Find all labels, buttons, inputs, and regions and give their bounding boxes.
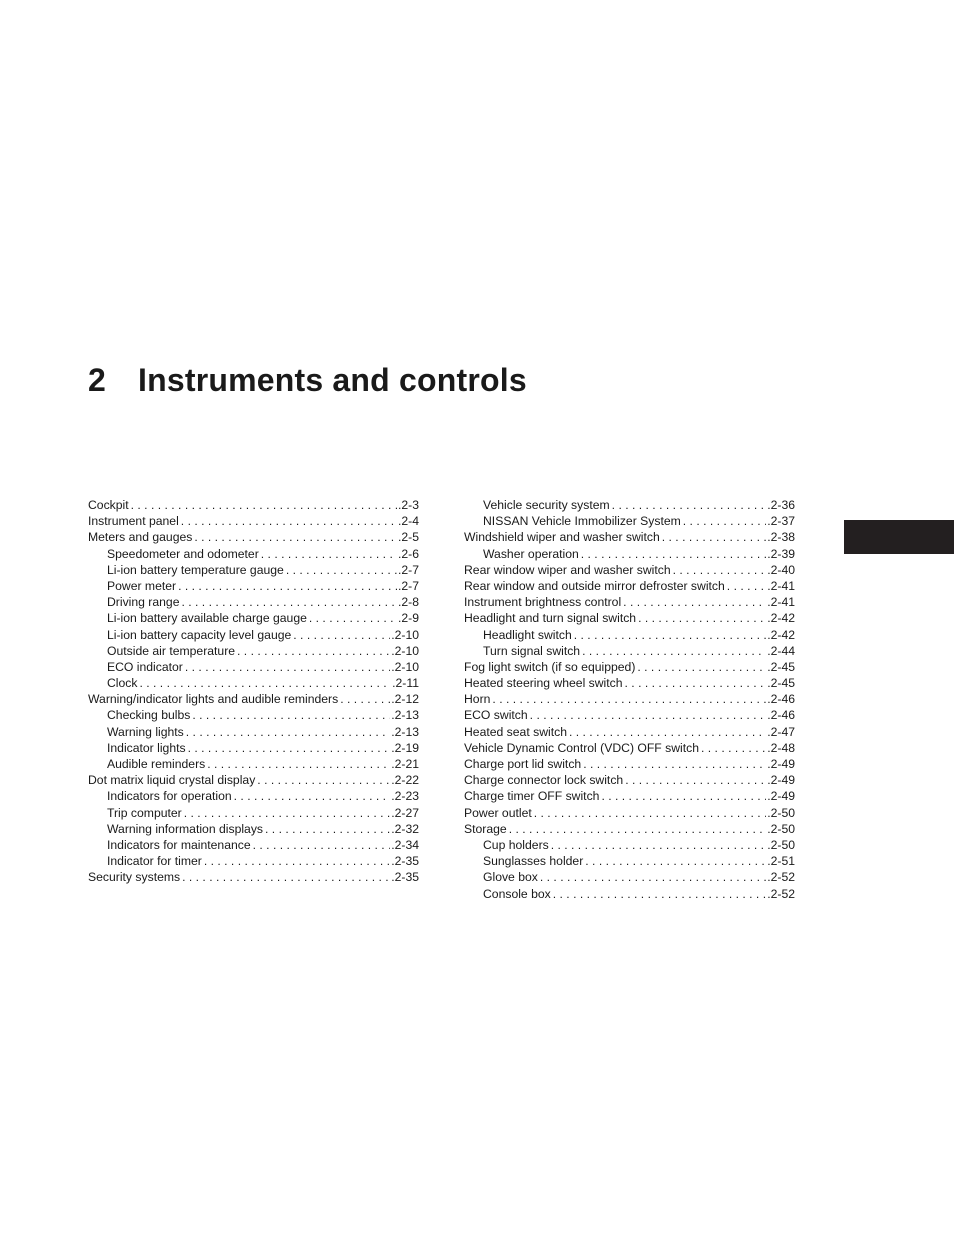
toc-entry-label: Headlight and turn signal switch — [464, 611, 637, 626]
toc-dot-leader — [137, 675, 391, 691]
toc-entry-label: ECO switch — [464, 708, 528, 723]
toc-dot-leader — [338, 691, 390, 707]
toc-entry-page: .2-50 — [767, 805, 795, 820]
toc-entry-label: Indicators for maintenance — [107, 837, 251, 852]
toc-entry-label: Charge timer OFF switch — [464, 789, 600, 804]
toc-dot-leader — [580, 643, 766, 659]
toc-entry-label: Vehicle Dynamic Control (VDC) OFF switch — [464, 740, 700, 755]
toc-entry-page: .2-19 — [391, 740, 419, 755]
toc-dot-leader — [129, 497, 397, 513]
toc-dot-leader — [176, 578, 397, 594]
toc-entry-label: Dot matrix liquid crystal display — [88, 773, 256, 788]
toc-entry-label: Heated seat switch — [464, 724, 567, 739]
toc-entry — [464, 691, 795, 707]
toc-entry — [88, 529, 419, 545]
toc-entry-label: Outside air temperature — [107, 643, 236, 658]
chapter-tab-marker — [844, 520, 954, 554]
toc-entry — [464, 837, 795, 853]
toc-entry-page: .2-36 — [767, 498, 795, 512]
toc-entry-page: .2-13 — [391, 708, 419, 723]
toc-entry-page: .2-50 — [767, 837, 795, 852]
toc-entry — [88, 805, 419, 821]
toc-dot-leader — [551, 886, 766, 902]
toc-entry-label: Driving range — [107, 595, 180, 610]
toc-dot-leader — [623, 772, 766, 788]
toc-entry-page: .2-7 — [397, 562, 419, 577]
toc-entry — [464, 853, 795, 869]
toc-entry-page: .2-38 — [767, 530, 795, 545]
toc-entry — [464, 643, 795, 659]
toc-entry-page: .2-49 — [767, 757, 795, 771]
toc-entry-page: .2-21 — [391, 757, 419, 771]
toc-entry-page: .2-9 — [397, 611, 419, 626]
toc-dot-leader — [186, 740, 391, 756]
toc-entry-page: .2-41 — [767, 578, 795, 593]
chapter-title — [88, 362, 527, 399]
toc-entry-label: Cockpit — [88, 498, 129, 512]
toc-entry — [464, 869, 795, 885]
toc-entry-page: .2-42 — [767, 611, 795, 626]
toc-entry-page: .2-46 — [767, 708, 795, 723]
toc-dot-leader — [291, 627, 390, 643]
toc-entry-label: Headlight switch — [483, 627, 572, 642]
toc-entry-label: NISSAN Vehicle Immobilizer System — [483, 514, 681, 529]
toc-entry — [88, 594, 419, 610]
toc-entry-page: .2-47 — [767, 724, 795, 739]
toc-dot-leader — [490, 691, 766, 707]
toc-right-column — [464, 497, 795, 902]
toc-entry-label: Turn signal switch — [483, 643, 581, 658]
toc-entry-page: .2-8 — [397, 595, 419, 610]
toc-entry — [464, 594, 795, 610]
toc-entry-label: Instrument brightness control — [464, 595, 622, 610]
toc-entry-label: Horn — [464, 692, 491, 707]
toc-entry — [88, 837, 419, 853]
toc-entry-label: Trip computer — [107, 805, 182, 820]
toc-entry — [88, 740, 419, 756]
toc-dot-leader — [538, 869, 766, 885]
toc-entry — [464, 886, 795, 902]
toc-entry-page: .2-10 — [391, 627, 419, 642]
toc-dot-leader — [179, 594, 397, 610]
toc-dot-leader — [183, 659, 390, 675]
toc-dot-leader — [284, 562, 397, 578]
toc-entry-label: ECO indicator — [107, 659, 183, 674]
toc-entry-page: .2-34 — [391, 837, 419, 852]
toc-entry — [88, 546, 419, 562]
toc-entry-page: .2-6 — [397, 546, 419, 561]
toc-entry-label: Indicator lights — [107, 740, 186, 755]
toc-entry-page: .2-7 — [397, 578, 419, 593]
toc-entry-label: Windshield wiper and washer switch — [464, 530, 660, 545]
toc-entry — [88, 821, 419, 837]
toc-entry — [464, 610, 795, 626]
chapter-title-text: Instruments and controls — [138, 362, 527, 398]
toc-entry-label: Rear window wiper and washer switch — [464, 562, 671, 577]
toc-entry-label: Console box — [483, 886, 551, 901]
toc-entry-label: Warning information displays — [107, 821, 264, 836]
toc-entry-label: Indicators for operation — [107, 789, 232, 804]
toc-entry-page: .2-22 — [391, 773, 419, 788]
toc-dot-leader — [307, 610, 397, 626]
toc-entry-page: .2-11 — [392, 676, 419, 691]
toc-dot-leader — [583, 853, 766, 869]
toc-entry-page: .2-50 — [767, 821, 795, 836]
toc-entry — [88, 724, 419, 740]
toc-entry — [88, 610, 419, 626]
toc-dot-leader — [235, 643, 390, 659]
toc-entry-label: Meters and gauges — [88, 530, 193, 545]
toc-dot-leader — [180, 869, 390, 885]
toc-dot-leader — [179, 513, 397, 529]
toc-entry-page: .2-42 — [767, 627, 795, 642]
toc-entry-label: Speedometer and odometer — [107, 546, 259, 561]
toc-entry-page: .2-52 — [767, 870, 795, 885]
toc-entry — [88, 513, 419, 529]
toc-entry — [464, 497, 795, 513]
toc-entry-label: Warning/indicator lights and audible reminders — [88, 692, 339, 707]
toc-entry-page: .2-49 — [767, 773, 795, 788]
toc-entry — [88, 869, 419, 885]
toc-dot-leader — [532, 805, 766, 821]
toc-dot-leader — [263, 821, 390, 837]
toc-entry-page: .2-37 — [767, 514, 795, 529]
toc-entry-page: .2-35 — [391, 870, 419, 885]
toc-entry — [464, 578, 795, 594]
toc-dot-leader — [192, 529, 397, 545]
toc-dot-leader — [581, 756, 766, 772]
toc-entry — [464, 821, 795, 837]
toc-entry — [88, 497, 419, 513]
toc-entry — [464, 724, 795, 740]
toc-entry-page: .2-4 — [397, 514, 419, 529]
toc-dot-leader — [567, 724, 766, 740]
toc-entry-label: Charge connector lock switch — [464, 773, 624, 788]
toc-dot-leader — [610, 497, 767, 513]
toc-dot-leader — [599, 788, 766, 804]
toc-entry-page: .2-27 — [391, 805, 419, 820]
toc-entry — [464, 562, 795, 578]
toc-dot-leader — [259, 546, 397, 562]
toc-entry-page: .2-44 — [767, 643, 795, 658]
toc-entry-page: .2-41 — [767, 595, 795, 610]
toc-entry-page: .2-5 — [397, 530, 419, 545]
toc-entry-label: Sunglasses holder — [483, 854, 584, 869]
toc-entry-label: Li-ion battery capacity level gauge — [107, 627, 292, 642]
toc-dot-leader — [232, 788, 391, 804]
toc-dot-leader — [572, 627, 766, 643]
toc-dot-leader — [251, 837, 391, 853]
toc-entry-page: .2-10 — [391, 659, 419, 674]
toc-entry — [464, 756, 795, 772]
toc-dot-leader — [182, 805, 390, 821]
toc-entry — [88, 691, 419, 707]
toc-entry — [464, 675, 795, 691]
toc-entry-page: .2-40 — [767, 562, 795, 577]
toc-entry-label: Washer operation — [483, 546, 579, 561]
toc-entry-label: Instrument panel — [88, 514, 179, 529]
toc-entry-label: Rear window and outside mirror defroster switch — [464, 578, 725, 593]
toc-entry-page: .2-49 — [767, 789, 795, 804]
toc-entry-label: Charge port lid switch — [464, 757, 582, 771]
toc-dot-leader — [190, 707, 390, 723]
toc-entry-page: .2-32 — [391, 821, 419, 836]
toc-entry — [464, 546, 795, 562]
toc-entry-label: Clock — [107, 676, 138, 691]
toc-entry-page: .2-39 — [767, 546, 795, 561]
toc-entry-label: Security systems — [88, 870, 181, 885]
toc-dot-leader — [549, 837, 767, 853]
toc-dot-leader — [528, 707, 767, 723]
toc-entry-label: Storage — [464, 821, 507, 836]
toc-entry-label: Warning lights — [107, 724, 184, 739]
toc-entry-page: .2-45 — [767, 676, 795, 691]
toc-dot-leader — [205, 756, 390, 772]
toc-entry — [88, 578, 419, 594]
toc-entry-page: .2-51 — [767, 854, 795, 869]
toc-entry-label: Power meter — [107, 578, 177, 593]
toc-entry-label: Li-ion battery temperature gauge — [107, 562, 284, 577]
toc-entry — [464, 659, 795, 675]
toc-entry — [464, 529, 795, 545]
toc-entry — [88, 659, 419, 675]
toc-entry-label: Cup holders — [483, 837, 549, 852]
toc-dot-leader — [507, 821, 767, 837]
toc-dot-leader — [699, 740, 766, 756]
toc-entry-label: Vehicle security system — [483, 498, 610, 512]
toc-entry — [464, 627, 795, 643]
toc-entry-label: Indicator for timer — [107, 854, 202, 869]
toc-entry — [464, 513, 795, 529]
toc-dot-leader — [184, 724, 390, 740]
toc-entry-page: .2-35 — [391, 854, 419, 869]
toc-dot-leader — [579, 546, 766, 562]
toc-entry — [88, 675, 419, 691]
toc-entry-page: .2-46 — [767, 692, 795, 707]
toc-dot-leader — [621, 594, 766, 610]
toc-dot-leader — [681, 513, 766, 529]
toc-entry-page: .2-23 — [391, 789, 419, 804]
toc-dot-leader — [202, 853, 390, 869]
toc-dot-leader — [660, 529, 766, 545]
toc-dot-leader — [623, 675, 767, 691]
toc-left-column — [88, 497, 419, 886]
toc-entry — [88, 756, 419, 772]
toc-entry-page: .2-3 — [397, 498, 419, 512]
toc-entry-label: Power outlet — [464, 805, 532, 820]
toc-entry-page: .2-45 — [767, 659, 795, 674]
toc-dot-leader — [671, 562, 767, 578]
toc-entry-label: Fog light switch (if so equipped) — [464, 659, 636, 674]
toc-entry-label: Heated steering wheel switch — [464, 676, 623, 691]
toc-entry — [464, 772, 795, 788]
toc-entry-page: .2-13 — [391, 724, 419, 739]
toc-entry — [88, 772, 419, 788]
toc-entry — [88, 627, 419, 643]
toc-entry — [464, 805, 795, 821]
toc-entry — [88, 643, 419, 659]
toc-entry — [88, 707, 419, 723]
toc-entry-page: .2-10 — [391, 643, 419, 658]
toc-entry-label: Audible reminders — [107, 757, 206, 771]
toc-entry-label: Li-ion battery available charge gauge — [107, 611, 307, 626]
toc-entry-label: Checking bulbs — [107, 708, 191, 723]
toc-entry — [88, 562, 419, 578]
chapter-number: 2 — [88, 362, 106, 398]
toc-dot-leader — [725, 578, 766, 594]
toc-entry — [464, 740, 795, 756]
toc-entry — [88, 853, 419, 869]
toc-entry-page: .2-48 — [767, 740, 795, 755]
toc-entry — [464, 788, 795, 804]
toc-dot-leader — [636, 610, 766, 626]
toc-dot-leader — [635, 659, 766, 675]
toc-entry-page: .2-12 — [391, 692, 419, 707]
toc-entry — [88, 788, 419, 804]
toc-entry-label: Glove box — [483, 870, 538, 885]
toc-entry-page: .2-52 — [767, 886, 795, 901]
toc-entry — [464, 707, 795, 723]
toc-dot-leader — [255, 772, 390, 788]
